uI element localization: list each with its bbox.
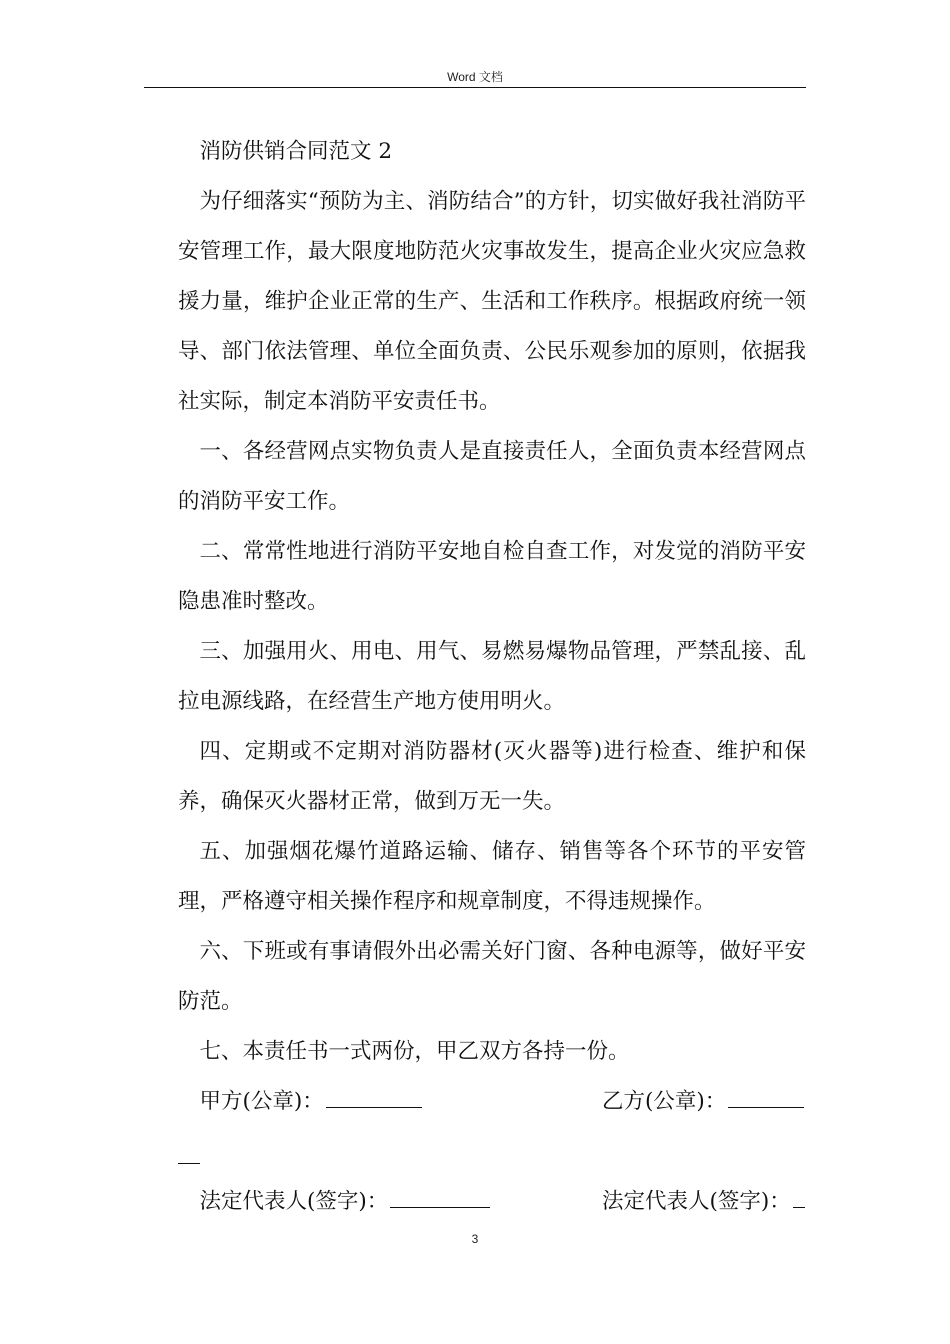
paragraph-item-2: 二、常常性地进行消防平安地自检自查工作，对发觉的消防平安隐患准时整改。 (178, 539, 806, 614)
paragraph-intro: 为仔细落实“预防为主、消防结合”的方针，切实做好我社消防平安管理工作，最大限度地防范火灾事故发生，提高企业火灾应急救援力量，维护企业正常的生产、生活和工作秩序。根据政府统一领导、部门依法管理、单位全面负责、公民乐观参加的原则，依据我社实际，制定本消防平安责任书。 (178, 189, 806, 414)
party-b-rep-blank (793, 1185, 805, 1208)
party-b-seal-label: 乙方(公章)： (602, 1089, 727, 1114)
party-a-rep-blank (390, 1185, 490, 1208)
signature-row-seal (178, 1077, 806, 1127)
header-rule (144, 87, 806, 88)
party-b-seal (602, 1077, 804, 1127)
signature-row-representative (178, 1177, 806, 1227)
paragraph-item-4: 四、定期或不定期对消防器材(灭火器等)进行检查、维护和保养，确保灭火器材正常，做到万无一失。 (178, 739, 806, 814)
page-number: 3 (471, 1232, 479, 1246)
paragraph-item-6: 六、下班或有事请假外出必需关好门窗、各种电源等，做好平安防范。 (178, 939, 806, 1014)
page-header: Word 文档 (447, 70, 503, 84)
party-b-seal-blank-continued (178, 1127, 806, 1177)
document-title: 消防供销合同范文 2 (199, 139, 393, 164)
party-a-representative (200, 1177, 491, 1227)
paragraph-item-1: 一、各经营网点实物负责人是直接责任人，全面负责本经营网点的消防平安工作。 (178, 439, 806, 514)
paragraph-item-5: 五、加强烟花爆竹道路运输、储存、销售等各个环节的平安管理，严格遵守相关操作程序和规章制度，不得违规操作。 (178, 839, 806, 914)
party-b-representative (602, 1177, 805, 1227)
blank-tail-line (178, 1127, 200, 1164)
paragraph-item-3: 三、加强用火、用电、用气、易燃易爆物品管理，严禁乱接、乱拉电源线路，在经营生产地方使用明火。 (178, 639, 806, 714)
party-a-seal-label: 甲方(公章)： (199, 1089, 324, 1114)
document-body (178, 127, 806, 1227)
party-a-seal (200, 1077, 422, 1127)
party-a-seal-blank (326, 1085, 422, 1108)
paragraph-item-7: 七、本责任书一式两份，甲乙双方各持一份。 (199, 1039, 630, 1064)
party-b-rep-label: 法定代表人(签字)： (602, 1189, 791, 1214)
party-b-seal-blank (728, 1085, 804, 1108)
party-a-rep-label: 法定代表人(签字)： (199, 1189, 389, 1214)
